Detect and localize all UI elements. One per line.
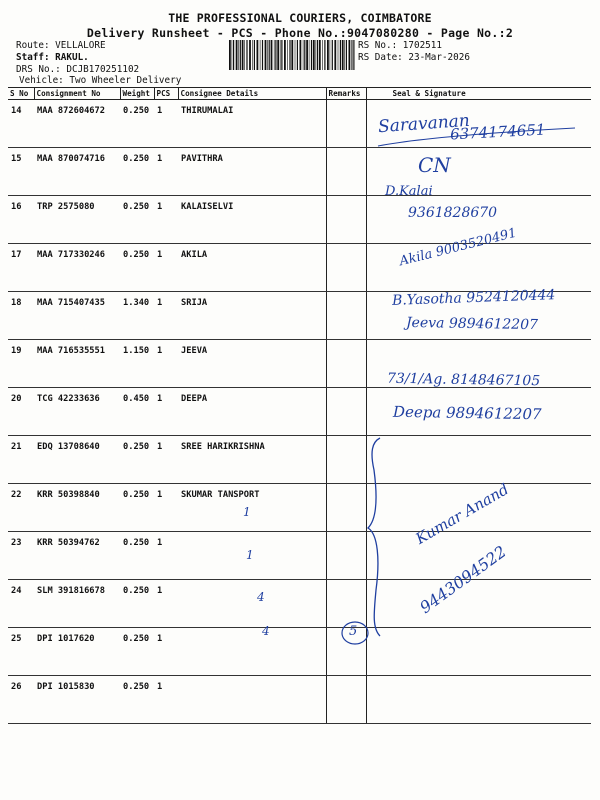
vehicle-label: Vehicle: Two Wheeler Delivery — [19, 75, 182, 86]
row-consignment: SLM 391816678 — [34, 580, 120, 628]
row-consignee: SREE HARIKRISHNA — [178, 436, 326, 484]
rs-date: RS Date: 23-Mar-2026 — [358, 52, 470, 63]
row-pcs: 1 — [154, 388, 178, 436]
row-consignee: JEEVA — [178, 340, 326, 388]
tick-mark-26: 4 — [262, 624, 270, 638]
col-weight-header: Weight — [120, 88, 154, 100]
row-sno: 15 — [8, 148, 34, 196]
row-consignment: MAA 872604672 — [34, 100, 120, 148]
runsheet-subtitle: Delivery Runsheet - PCS - Phone No.:9047080280 - Page No.:2 — [86, 26, 514, 40]
row-consignee: PAVITHRA — [178, 148, 326, 196]
row-consignee: AKILA — [178, 244, 326, 292]
delivery-bracket — [368, 438, 380, 636]
row-consignee: SRIJA — [178, 292, 326, 340]
row-pcs: 1 — [154, 484, 178, 532]
row-consignment: KRR 50398840 — [34, 484, 120, 532]
route-label: Route: VELLALORE — [16, 40, 106, 51]
signature-21: Deepa 9894612207 — [392, 402, 542, 424]
tick-mark-24: 1 — [246, 548, 254, 562]
row-weight: 0.250 — [120, 628, 154, 676]
row-sno: 26 — [8, 676, 34, 724]
row-weight: 0.250 — [120, 484, 154, 532]
row-weight: 0.450 — [120, 388, 154, 436]
row-sno: 16 — [8, 196, 34, 244]
row-weight: 0.250 — [120, 436, 154, 484]
rs-number: RS No.: 1702511 — [358, 40, 442, 51]
row-consignment: EDQ 13708640 — [34, 436, 120, 484]
row-weight: 0.250 — [120, 100, 154, 148]
signature-16-phone: 9361828670 — [408, 205, 498, 221]
row-sno: 21 — [8, 436, 34, 484]
row-consignment: MAA 717330246 — [34, 244, 120, 292]
row-pcs: 1 — [154, 580, 178, 628]
drs-label: DRS No.: DCJB170251102 — [16, 64, 140, 75]
signature-14-phone: 6374174651 — [449, 120, 546, 144]
row-weight: 0.250 — [120, 676, 154, 724]
row-weight: 0.250 — [120, 532, 154, 580]
row-sno: 18 — [8, 292, 34, 340]
col-remarks-header: Remarks — [326, 88, 366, 100]
signature-14-name: Saravanan — [377, 110, 471, 138]
row-consignment: KRR 50394762 — [34, 532, 120, 580]
signature-19: Jeeva 9894612207 — [405, 314, 539, 334]
row-consignee: DEEPA — [178, 388, 326, 436]
row-pcs: 1 — [154, 292, 178, 340]
row-sno: 14 — [8, 100, 34, 148]
row-sno: 19 — [8, 340, 34, 388]
company-title: THE PROFESSIONAL COURIERS, COIMBATORE — [168, 11, 432, 25]
row-consignment: TRP 2575080 — [34, 196, 120, 244]
row-weight: 1.340 — [120, 292, 154, 340]
col-sno-header: S No — [8, 88, 34, 100]
row-weight: 0.250 — [120, 148, 154, 196]
row-consignee: THIRUMALAI — [178, 100, 326, 148]
signature-bracket-name: Kumar Anand — [412, 480, 512, 548]
staff-label: Staff: RAKUL. — [16, 52, 89, 63]
col-pcs-header: PCS — [154, 88, 178, 100]
row-consignee: KALAISELVI — [178, 196, 326, 244]
signature-20: 73/1/Ag. 8148467105 — [386, 370, 541, 390]
row-pcs: 1 — [154, 196, 178, 244]
row-consignee: SKUMAR TANSPORT — [178, 484, 326, 532]
row-consignment: DPI 1017620 — [34, 628, 120, 676]
row-pcs: 1 — [154, 340, 178, 388]
row-sno: 23 — [8, 532, 34, 580]
col-consignment-header: Consignment No — [34, 88, 120, 100]
col-signature-header: Seal & Signature — [366, 88, 591, 100]
row-consignment: MAA 715407435 — [34, 292, 120, 340]
row-sno: 25 — [8, 628, 34, 676]
row-consignment: MAA 870074716 — [34, 148, 120, 196]
row-pcs: 1 — [154, 148, 178, 196]
row-consignment: TCG 42233636 — [34, 388, 120, 436]
row-pcs: 1 — [154, 532, 178, 580]
row-pcs: 1 — [154, 628, 178, 676]
row-consignment: DPI 1015830 — [34, 676, 120, 724]
row-weight: 0.250 — [120, 244, 154, 292]
signature-18: B.Yasotha 9524120444 — [391, 287, 556, 309]
signature-16-name: D.Kalai — [385, 184, 433, 199]
row-weight: 0.250 — [120, 580, 154, 628]
row-sno: 20 — [8, 388, 34, 436]
row-sno: 24 — [8, 580, 34, 628]
circled-count: 5 — [349, 624, 358, 639]
row-consignment: MAA 716535551 — [34, 340, 120, 388]
tick-mark-23: 1 — [243, 505, 251, 519]
tick-mark-25: 4 — [257, 590, 265, 604]
row-pcs: 1 — [154, 676, 178, 724]
row-weight: 1.150 — [120, 340, 154, 388]
row-sno: 17 — [8, 244, 34, 292]
signature-17: Akila 9003520491 — [397, 225, 519, 270]
signature-15: CN — [418, 153, 451, 177]
row-pcs: 1 — [154, 100, 178, 148]
signature-bracket-phone: 9443094522 — [416, 541, 510, 618]
row-pcs: 1 — [154, 436, 178, 484]
row-weight: 0.250 — [120, 196, 154, 244]
row-sno: 22 — [8, 484, 34, 532]
row-pcs: 1 — [154, 244, 178, 292]
col-consignee-header: Consignee Details — [178, 88, 326, 100]
